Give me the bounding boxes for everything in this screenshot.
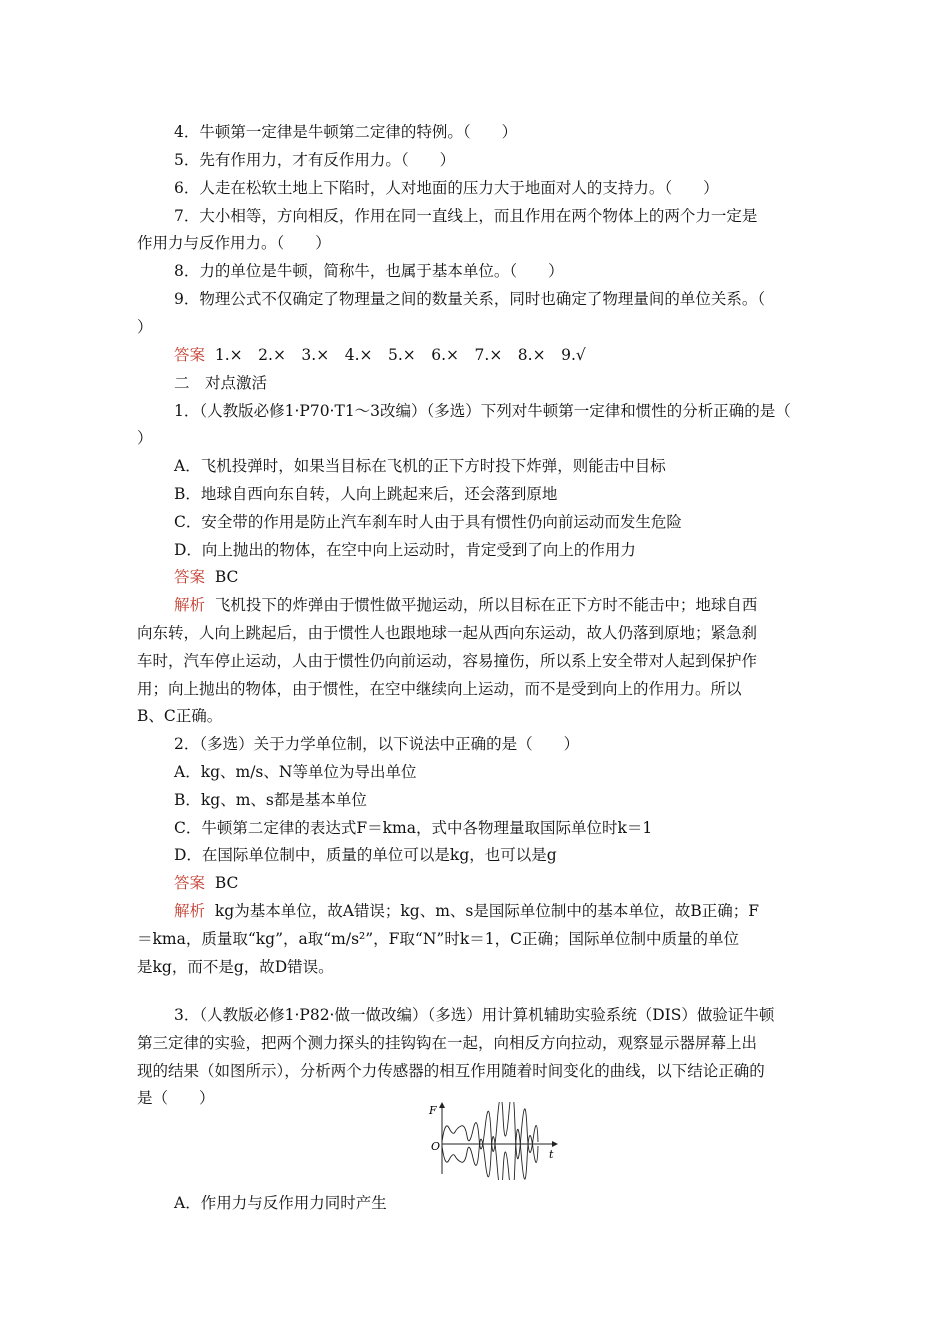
section-heading: 二 对点激活: [174, 374, 268, 392]
x-axis-label: t: [549, 1148, 554, 1161]
q2-explanation: [174, 901, 759, 921]
force-curve-upper: [442, 1102, 538, 1159]
answer-text: BC: [214, 874, 239, 892]
question-3-cont: 现的结果（如图所示），分析两个力传感器的相互作用随着时间变化的曲线，以下结论正确的: [137, 1062, 765, 1080]
answer-label: 答案: [174, 346, 206, 364]
q1-option-b: B．地球自西向东自转，人向上跳起来后，还会落到原地: [174, 485, 558, 503]
statement-5: 5．先有作用力，才有反作用力。（ ）: [174, 151, 456, 169]
y-axis-label: F: [429, 1104, 437, 1117]
question-1: 1．（人教版必修1·P70·T1～3改编）（多选）下列对牛顿第一定律和惯性的分析正确的是（: [174, 402, 791, 420]
q1-explanation-cont: B、C正确。: [137, 707, 223, 725]
statement-4: 4．牛顿第一定律是牛顿第二定律的特例。（ ）: [174, 123, 518, 141]
answer-label: 答案: [174, 874, 206, 892]
question-3-cont: 第三定律的实验，把两个测力探头的挂钩钩在一起，向相反方向拉动，观察显示器屏幕上出: [137, 1034, 758, 1052]
statement-7: 7．大小相等，方向相反，作用在同一直线上，而且作用在两个物体上的两个力一定是: [174, 207, 758, 225]
statement-8: 8．力的单位是牛顿，简称牛，也属于基本单位。（ ）: [174, 262, 564, 280]
statement-9: 9．物理公式不仅确定了物理量之间的数量关系，同时也确定了物理量间的单位关系。（: [174, 290, 766, 308]
question-3: 3．（人教版必修1·P82·做一做改编）（多选）用计算机辅助实验系统（DIS）做验证牛顿: [174, 1006, 775, 1024]
explanation-text: 飞机投下的炸弹由于惯性做平抛运动，所以目标在正下方时不能击中；地球自西: [214, 596, 758, 614]
explanation-label: 解析: [174, 902, 206, 920]
q3-option-a: A．作用力与反作用力同时产生: [174, 1194, 387, 1212]
explanation-label: 解析: [174, 596, 206, 614]
q1-option-d: D．向上抛出的物体，在空中向上运动时，肯定受到了向上的作用力: [174, 541, 636, 559]
q1-option-a: A．飞机投弹时，如果当目标在飞机的正下方时投下炸弹，则能击中目标: [174, 457, 666, 475]
answer-text: 1.× 2.× 3.× 4.× 5.× 6.× 7.× 8.× 9.√: [214, 346, 586, 364]
statement-9-cont: ）: [137, 318, 153, 336]
question-2: 2．（多选）关于力学单位制，以下说法中正确的是（ ）: [174, 735, 580, 753]
q2-explanation-cont: ＝kma，质量取“kg”，a取“m/s²”，F取“N”时k＝1，C正确；国际单位制中质量的单位: [137, 930, 739, 948]
q1-answer: [174, 567, 238, 587]
force-time-graph: [426, 1102, 558, 1180]
statement-6: 6．人走在松软土地上下陷时，人对地面的压力大于地面对人的支持力。（ ）: [174, 179, 719, 197]
q1-explanation-cont: 用；向上抛出的物体，由于惯性，在空中继续向上运动，而不是受到向上的作用力。所以: [137, 680, 742, 698]
q1-option-c: C．安全带的作用是防止汽车刹车时人由于具有惯性仍向前运动而发生危险: [174, 513, 682, 531]
q1-explanation-cont: 车时，汽车停止运动，人由于惯性仍向前运动，容易撞伤，所以系上安全带对人起到保护作: [137, 652, 758, 670]
q2-option-c: C．牛顿第二定律的表达式F＝kma，式中各物理量取国际单位时k＝1: [174, 819, 653, 837]
force-curve-lower: [442, 1129, 538, 1180]
question-3-cont: 是（ ）: [137, 1089, 215, 1107]
question-1-cont: ）: [137, 429, 153, 447]
q1-explanation: [174, 595, 757, 615]
origin-label: O: [431, 1140, 441, 1153]
answer-text: BC: [214, 568, 239, 586]
statement-7-cont: 作用力与反作用力。（ ）: [137, 234, 331, 252]
q2-explanation-cont: 是kg，而不是g，故D错误。: [137, 958, 334, 976]
q2-option-a: A．kg、m/s、N等单位为导出单位: [174, 763, 417, 781]
answer-label: 答案: [174, 568, 206, 586]
answer-row-1: [174, 345, 586, 365]
q1-explanation-cont: 向东转，人向上跳起后，由于惯性人也跟地球一起从西向东运动，故人仍落到原地；紧急刹: [137, 624, 758, 642]
q2-option-d: D．在国际单位制中，质量的单位可以是kg，也可以是g: [174, 846, 557, 864]
explanation-text: kg为基本单位，故A错误；kg、m、s是国际单位制中的基本单位，故B正确；F: [214, 902, 759, 920]
q2-answer: [174, 873, 238, 893]
q2-option-b: B．kg、m、s都是基本单位: [174, 791, 367, 809]
